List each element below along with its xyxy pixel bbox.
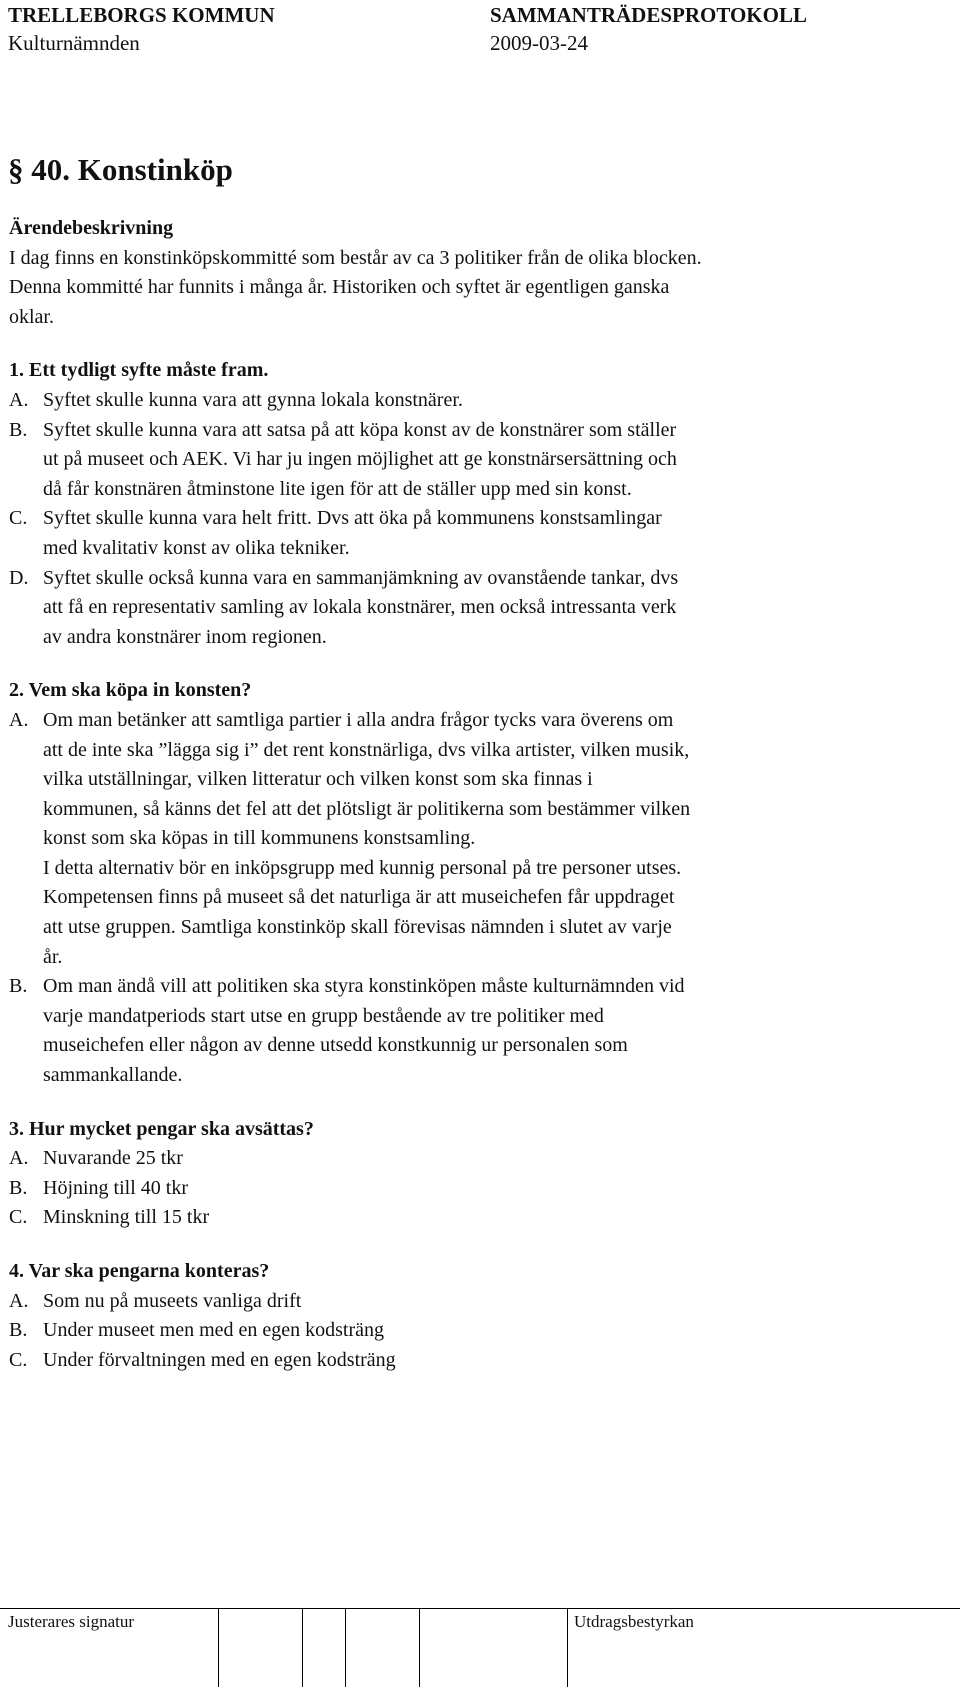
text-line: Syftet skulle kunna vara att gynna lokala konstnärer. — [43, 388, 463, 411]
text-line: av andra konstnärer inom regionen. — [43, 625, 327, 648]
list-item-text — [43, 1203, 949, 1233]
text-line: Höjning till 40 tkr — [43, 1176, 188, 1199]
text-line: konst som ska köpas in till kommunens konstsamling. — [43, 827, 476, 850]
list-marker: A. — [9, 1289, 29, 1312]
text-line: kommunen, så känns det fel att det plötsligt är politikerna som bestämmer vilken — [43, 797, 691, 820]
text-line: år. — [43, 945, 63, 968]
list-item — [9, 1287, 949, 1317]
justerares-signatur-label: Justerares signatur — [8, 1612, 135, 1631]
list-item — [9, 1144, 949, 1174]
signature-box-divider — [567, 1608, 568, 1687]
list-marker: C. — [9, 1348, 28, 1371]
header-date: 2009-03-24 — [490, 31, 588, 55]
list-item-text — [43, 1174, 949, 1204]
text-line: Om man ändå vill att politiken ska styra konstinköpen måste kulturnämnden vid — [43, 975, 685, 998]
list-item — [9, 564, 949, 653]
section-spacer — [9, 332, 949, 356]
intro-line: oklar. — [9, 305, 54, 328]
list-marker: C. — [9, 1206, 28, 1229]
text-line: sammankallande. — [43, 1064, 183, 1087]
text-line: varje mandatperiods start utse en grupp bestående av tre politiker med — [43, 1004, 604, 1027]
signature-box-divider — [218, 1608, 219, 1687]
list-marker: B. — [9, 975, 28, 998]
list-item — [9, 1203, 949, 1233]
text-line: I detta alternativ bör en inköpsgrupp med kunnig personal på tre personer utses. — [43, 856, 682, 879]
list-marker: C. — [9, 507, 28, 530]
text-line: att de inte ska ”lägga sig i” det rent konstnärliga, dvs vilka artister, vilken musik, — [43, 738, 690, 761]
list-marker: B. — [9, 1176, 28, 1199]
text-line: Minskning till 15 tkr — [43, 1206, 210, 1229]
text-line: Om man betänker att samtliga partier i alla andra frågor tycks vara överens om — [43, 708, 674, 731]
text-line: Syftet skulle kunna vara att satsa på att köpa konst av de konstnärer som ställer — [43, 418, 677, 441]
list-item-text — [43, 1346, 949, 1376]
list-item — [9, 416, 949, 505]
signature-box-divider — [302, 1608, 303, 1687]
text-line: museichefen eller någon av denne utsedd konstkunnig ur personalen som — [43, 1034, 628, 1057]
list-item — [9, 1346, 949, 1376]
header-organization: TRELLEBORGS KOMMUN — [8, 3, 275, 27]
list-item — [9, 1316, 949, 1346]
text-line: Under förvaltningen med en egen kodsträng — [43, 1348, 396, 1371]
section-heading: 3. Hur mycket pengar ska avsättas? — [9, 1117, 314, 1140]
list-item — [9, 386, 949, 416]
list-marker: B. — [9, 418, 28, 441]
signature-footer — [0, 1608, 960, 1687]
text-line: Nuvarande 25 tkr — [43, 1147, 183, 1170]
text-line: Kompetensen finns på museet så det naturliga är att museichefen får uppdraget — [43, 886, 675, 909]
list-item-text — [43, 416, 949, 505]
header-committee: Kulturnämnden — [8, 31, 140, 55]
text-line: Syftet skulle kunna vara helt fritt. Dvs att öka på kommunens konstsamlingar — [43, 507, 662, 530]
list-item-text — [43, 504, 949, 563]
header-document-type: SAMMANTRÄDESPROTOKOLL — [490, 3, 807, 27]
list-item-text — [43, 1287, 949, 1317]
list-item-text — [43, 706, 949, 972]
list-item — [9, 1174, 949, 1204]
section-spacer — [9, 1233, 949, 1257]
list-item-text — [43, 1144, 949, 1174]
list-item-text — [43, 386, 949, 416]
section-heading: 4. Var ska pengarna konteras? — [9, 1260, 270, 1282]
text-line: att få en representativ samling av lokala konstnärer, men också intressanta verk — [43, 596, 677, 619]
text-line: ut på museet och AEK. Vi har ju ingen möjlighet att ge konstnärsersättning och — [43, 448, 677, 471]
text-line: Syftet skulle också kunna vara en sammanjämkning av ovanstående tankar, dvs — [43, 566, 679, 589]
list-marker: A. — [9, 388, 29, 411]
section-heading: 1. Ett tydligt syfte måste fram. — [9, 359, 269, 382]
section-spacer — [9, 1091, 949, 1115]
document-body — [9, 214, 949, 1375]
text-line: med kvalitativ konst av olika tekniker. — [43, 536, 350, 559]
intro-line: I dag finns en konstinköpskommitté som består av ca 3 politiker från de olika blocken. — [9, 246, 702, 269]
list-marker: A. — [9, 1147, 29, 1170]
text-line: att utse gruppen. Samtliga konstinköp skall förevisas nämnden i slutet av varje — [43, 916, 672, 939]
list-item — [9, 504, 949, 563]
list-marker: A. — [9, 708, 29, 731]
list-item-text — [43, 1316, 949, 1346]
sections-container — [9, 332, 949, 1375]
text-line: då får konstnären åtminstone lite igen för att de ställer upp med sin konst. — [43, 477, 632, 500]
footer-rule — [0, 1608, 960, 1609]
list-marker: B. — [9, 1319, 28, 1342]
signature-box-divider — [419, 1608, 420, 1687]
list-item — [9, 972, 949, 1090]
intro-paragraph — [9, 244, 949, 333]
list-marker: D. — [9, 566, 29, 589]
signature-box-divider — [345, 1608, 346, 1687]
case-heading: Ärendebeskrivning — [9, 217, 174, 239]
section-spacer — [9, 652, 949, 676]
text-line: vilka utställningar, vilken litteratur och vilken konst som ska finnas i — [43, 768, 593, 791]
text-line: Som nu på museets vanliga drift — [43, 1289, 302, 1312]
list-item-text — [43, 972, 949, 1090]
page-title: § 40. Konstinköp — [8, 152, 233, 187]
list-item-text — [43, 564, 949, 653]
list-item — [9, 706, 949, 972]
intro-line: Denna kommitté har funnits i många år. Historiken och syftet är egentligen ganska — [9, 276, 670, 299]
text-line: Under museet men med en egen kodsträng — [43, 1319, 385, 1342]
utdragsbestyrkan-label: Utdragsbestyrkan — [574, 1612, 694, 1631]
section-heading: 2. Vem ska köpa in konsten? — [9, 679, 252, 702]
